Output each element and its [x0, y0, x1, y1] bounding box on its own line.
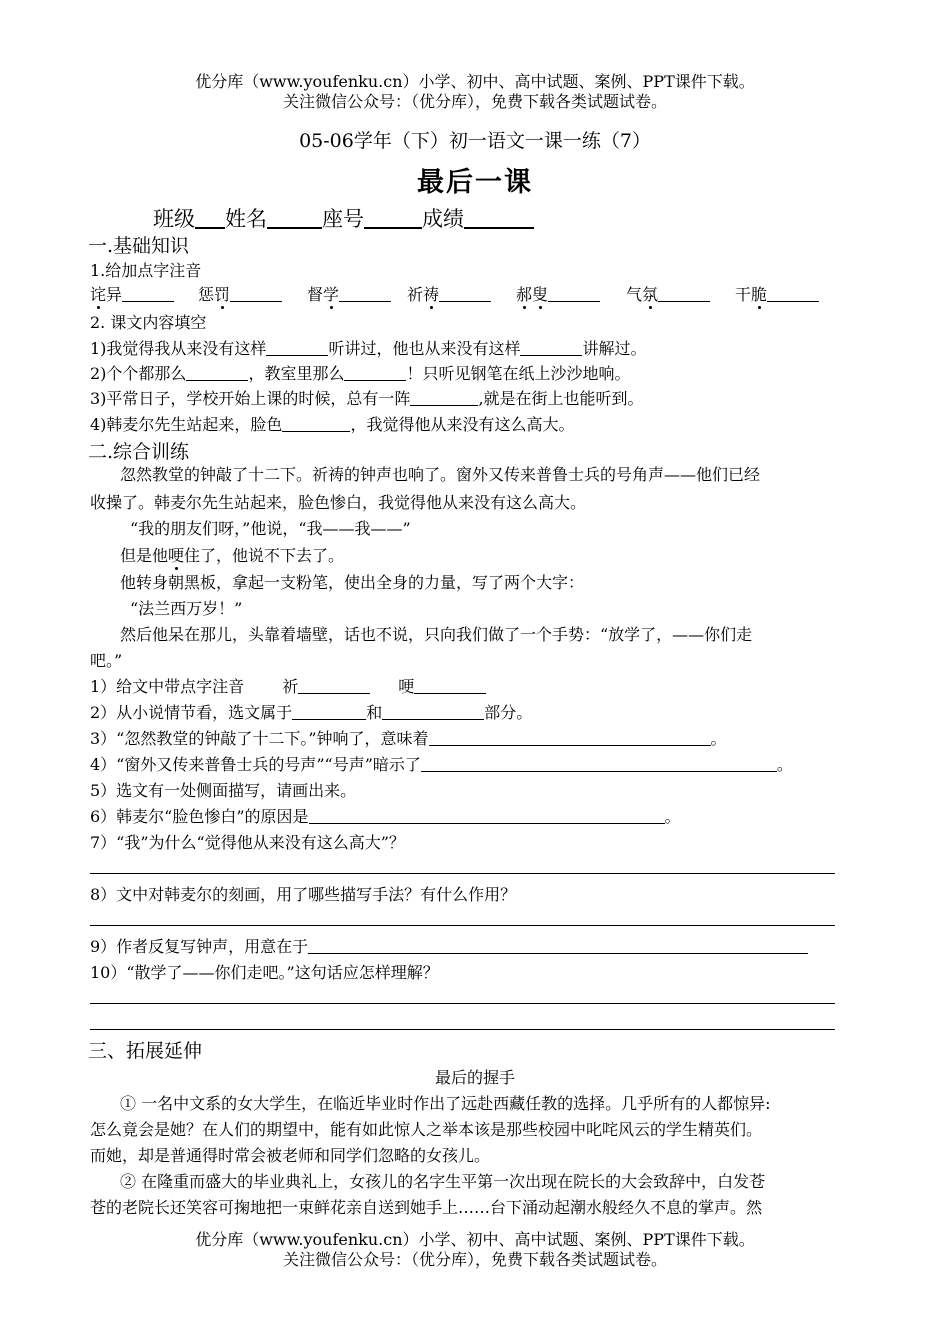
fill-2: 2)个个都那么 ，教室里那么 ！只听见钢笔在纸上沙沙地响。 — [90, 364, 631, 383]
passage-para-1a: 忽然教堂的钟敲了十二下。祈祷的钟声也响了。窗外又传来普鲁士兵的号角声——他们已经 — [120, 465, 761, 484]
pinyin-word-7: 干脆 — [735, 282, 819, 305]
q2-blank-a[interactable] — [292, 705, 366, 720]
reading-title: 最后的握手 — [434, 1068, 515, 1087]
passage-para-3: 但是他哽住了，他说不下去了。 — [120, 543, 344, 566]
passage-para-2: “我的朋友们呀，”他说，“我——我——” — [130, 519, 411, 538]
question-3: 3）“忽然教堂的钟敲了十二下。”钟响了，意味着 。 — [90, 729, 727, 748]
footer-line-2: 关注微信公众号：（优分库），免费下载各类试题试卷。 — [282, 1250, 667, 1269]
pinyin-blank-6[interactable] — [658, 287, 710, 302]
header-line-1: 优分库（www.youfenku.cn）小学、初中、高中试题、案例、PPT课件下载。 — [195, 72, 755, 91]
pinyin-word-2: 惩罚 — [198, 282, 282, 305]
pinyin-blank-1[interactable] — [122, 287, 174, 302]
q3-blank[interactable] — [429, 731, 711, 746]
q10-answer-line-2[interactable] — [90, 1029, 835, 1030]
question-4: 4）“窗外又传来普鲁士兵的号声”“号声”暗示了 。 — [90, 755, 793, 774]
q7-answer-line[interactable] — [90, 873, 835, 874]
lesson-title: 最后一课 — [417, 167, 533, 198]
question-8: 8）文中对韩麦尔的刻画，用了哪些描写手法？有什么作用？ — [90, 885, 517, 904]
q8-answer-line[interactable] — [90, 925, 835, 926]
seat-blank[interactable] — [364, 209, 422, 229]
passage-para-6a: 然后他呆在那儿，头靠着墙壁，话也不说，只向我们做了一个手势：“放学了，——你们走 — [120, 625, 753, 644]
seat-label: 座号 — [322, 207, 364, 231]
question-2: 2）从小说情节看，选文属于 和 部分。 — [90, 703, 533, 722]
question-1: 1）给文中带点字注音 祈 哽 — [90, 674, 486, 697]
passage-para-4: 他转身朝黑板，拿起一支粉笔，使出全身的力量，写了两个大字： — [120, 573, 585, 592]
q9-blank[interactable] — [308, 939, 808, 954]
pinyin-blank-5[interactable] — [548, 287, 600, 302]
score-blank[interactable] — [464, 209, 534, 229]
question-9: 9）作者反复写钟声，用意在于 — [90, 934, 808, 957]
fill-2-blank-b[interactable] — [344, 366, 406, 381]
reading-para-2a: ② 在隆重而盛大的毕业典礼上，女孩儿的名字生平第一次出现在院长的大会致辞中，白发苍 — [120, 1172, 766, 1191]
name-label: 姓名 — [225, 207, 267, 231]
q10-answer-line-1[interactable] — [90, 1003, 835, 1004]
header-line-2: 关注微信公众号：（优分库），免费下载各类试题试卷。 — [282, 92, 667, 111]
pinyin-word-3: 督学 — [307, 282, 391, 305]
passage-para-1b: 收操了。韩麦尔先生站起来，脸色惨白，我觉得他从来没有这么高大。 — [90, 493, 587, 512]
section-3-heading: 三、拓展延伸 — [88, 1040, 203, 1062]
fill-1: 1)我觉得我从来没有这样 听讲过，他也从来没有这样 讲解过。 — [90, 339, 647, 358]
fill-1-blank-a[interactable] — [266, 341, 328, 356]
question-10: 10）“散学了——你们走吧。”这句话应怎样理解？ — [90, 963, 439, 982]
fill-3-blank[interactable] — [410, 391, 478, 406]
section-2-heading: 二.综合训练 — [88, 441, 190, 463]
pinyin-blank-4[interactable] — [439, 287, 491, 302]
fill-1-blank-b[interactable] — [520, 341, 582, 356]
fill-4: 4)韩麦尔先生站起来，脸色 ，我觉得他从来没有这么高大。 — [90, 415, 575, 434]
q6-blank[interactable] — [309, 809, 665, 824]
footer-line-1: 优分库（www.youfenku.cn）小学、初中、高中试题、案例、PPT课件下载。 — [195, 1230, 755, 1249]
pinyin-word-5: 郝叟 — [516, 282, 600, 305]
pinyin-blank-3[interactable] — [339, 287, 391, 302]
pinyin-word-4: 祈祷 — [407, 282, 491, 305]
reading-para-1b: 怎么竟会是她？在人们的期望中，能有如此惊人之举本该是那些校园中叱咤风云的学生精英们。 — [90, 1120, 763, 1139]
worksheet-subtitle: 05-06学年（下）初一语文一课一练（7） — [299, 130, 651, 152]
reading-para-2b: 苍的老院长还笑容可掬地把一束鲜花亲自送到她手上……台下涌动起潮水般经久不息的掌声。然 — [90, 1198, 763, 1217]
question-6: 6）韩麦尔“脸色惨白”的原因是 。 — [90, 807, 681, 826]
class-label: 班级 — [153, 207, 195, 231]
question-5: 5）选文有一处侧面描写，请画出来。 — [90, 781, 357, 800]
q2-instruction: 2. 课文内容填空 — [90, 313, 207, 332]
q1-blank-b[interactable] — [414, 679, 486, 694]
fill-3: 3)平常日子，学校开始上课的时候，总有一阵 ,就是在街上也能听到。 — [90, 389, 644, 408]
q1-blank-a[interactable] — [298, 679, 370, 694]
pinyin-word-1: 诧异 — [90, 282, 174, 305]
pinyin-blank-2[interactable] — [230, 287, 282, 302]
passage-para-5: “法兰西万岁！” — [130, 599, 243, 618]
pinyin-blank-7[interactable] — [767, 287, 819, 302]
passage-para-6b: 吧。” — [90, 651, 123, 670]
q4-blank[interactable] — [421, 757, 777, 772]
q2-blank-b[interactable] — [382, 705, 484, 720]
reading-para-1a: ① 一名中文系的女大学生，在临近毕业时作出了远赴西藏任教的选择。几乎所有的人都惊异: — [120, 1094, 771, 1113]
fill-2-blank-a[interactable] — [186, 366, 248, 381]
fill-4-blank[interactable] — [282, 417, 350, 432]
reading-para-1c: 而她，却是普通得时常会被老师和同学们忽略的女孩儿。 — [90, 1146, 491, 1165]
pinyin-word-6: 气氛 — [626, 282, 710, 305]
name-blank[interactable] — [267, 209, 322, 229]
question-7: 7）“我”为什么“觉得他从来没有这么高大”？ — [90, 833, 405, 852]
q1-instruction: 1.给加点字注音 — [90, 261, 202, 280]
class-blank[interactable] — [195, 209, 225, 229]
student-info-row — [153, 203, 534, 233]
score-label: 成绩 — [422, 207, 464, 231]
section-1-heading: 一.基础知识 — [88, 235, 190, 257]
